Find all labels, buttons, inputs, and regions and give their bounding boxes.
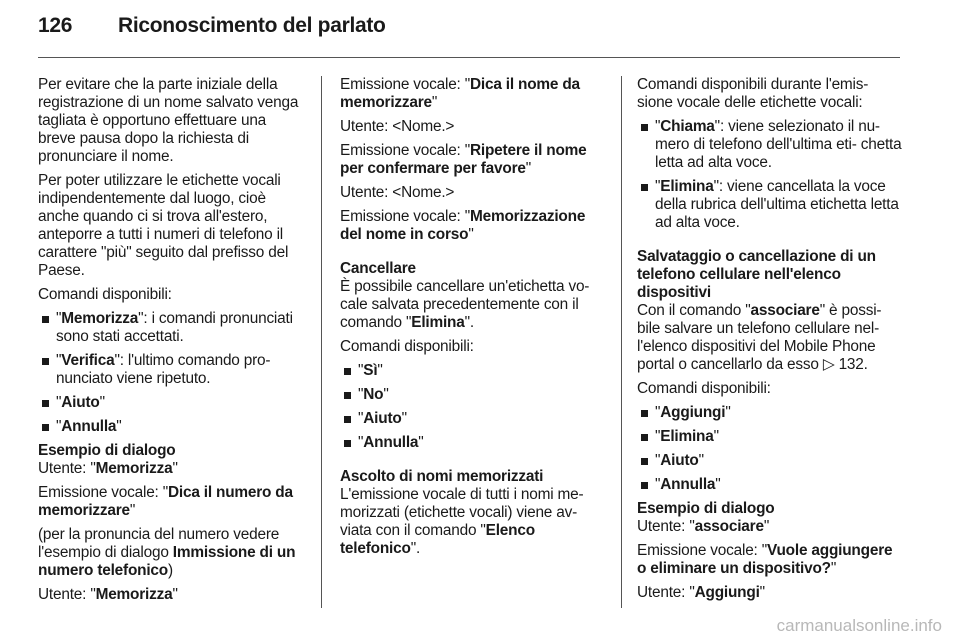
list-item: "Aiuto" <box>340 410 608 428</box>
dialog-command: Memorizza <box>95 460 173 477</box>
inline-command: associare <box>750 302 820 319</box>
list-item: "Aiuto" <box>637 452 905 470</box>
command-name: Annulla <box>660 476 716 493</box>
cancel-paragraph: È possibile cancellare un'etichetta vo- cale salvata precedentemente con il comando "Elimina". <box>340 278 590 331</box>
section-heading: Salvataggio o cancellazione di un telefono cellulare nell'elenco dispositivi <box>637 248 876 301</box>
command-description: : i comandi pronunciati sono stati accettati. <box>56 310 293 345</box>
section-heading: Esempio di dialogo <box>637 500 775 517</box>
dialog-command: Ripetere il nome per confermare per favore <box>340 142 587 177</box>
dialog-line: Utente: <Nome.> <box>340 184 455 201</box>
dialog-command: Memorizza <box>95 586 173 603</box>
save-paragraph: Con il comando "associare" è possi- bile salvare un telefono cellulare nel- l'elenco dispositivi del Mobile Phone portal o cancellarlo da esso ▷ 132. <box>637 302 882 373</box>
list-item: "Elimina": viene cancellata la voce della rubrica dell'ultima etichetta letta ad alta voce. <box>637 178 905 232</box>
dialog-speaker: Emissione vocale: <box>340 76 465 93</box>
watermark: carmanualsonline.info <box>776 616 942 635</box>
command-name: Elimina <box>660 178 714 195</box>
commands-list <box>38 310 306 436</box>
intro-paragraph: Per evitare che la parte iniziale della registrazione di un nome salvato venga tagliata è opportuno effettuare una breve pausa dopo la richiesta di pronunciare il nome. <box>38 76 299 165</box>
section-heading: Esempio di dialogo <box>38 442 176 459</box>
dialog-speaker: Utente: <box>38 460 91 477</box>
list-item: "Annulla" <box>340 434 608 452</box>
command-name: Aiuto <box>61 394 100 411</box>
page-ref-icon: ▷ <box>822 356 835 373</box>
intro-paragraph: Comandi disponibili durante l'emis- sione vocale delle etichette vocali: <box>637 76 869 111</box>
dialog-command: associare <box>694 518 764 535</box>
list-item: "Memorizza": i comandi pronunciati sono stati accettati. <box>38 310 306 346</box>
dialog-speaker: Utente: <box>38 586 91 603</box>
dialog-speaker: Emissione vocale: <box>38 484 163 501</box>
dialog-speaker: Emissione vocale: <box>637 542 762 559</box>
dialog-line: Utente: "associare" <box>637 518 770 535</box>
command-description: : viene cancellata la voce della rubrica dell'ultima etichetta letta ad alta voce. <box>655 178 899 231</box>
dialog-line: Utente: <Nome.> <box>340 118 455 135</box>
chapter-title: Riconoscimento del parlato <box>118 14 386 37</box>
header-rule <box>38 57 900 58</box>
dialog-line: Utente: "Memorizza" <box>38 586 178 603</box>
page-reference: 132. <box>838 356 868 373</box>
command-name: No <box>363 386 384 403</box>
list-item: "Elimina" <box>637 428 905 446</box>
inline-command: Elimina <box>411 314 465 331</box>
dialog-line: Emissione vocale: "Vuole aggiungere o eliminare un dispositivo?" <box>637 542 893 577</box>
commands-list <box>637 118 905 232</box>
command-description: : viene selezionato il nu- mero di telefono dell'ultima eti- chetta letta ad alta voce. <box>655 118 902 171</box>
list-item: "Verifica": l'ultimo comando pro- nunciato viene ripetuto. <box>38 352 306 388</box>
dialog-line: Utente: "Memorizza" <box>38 460 178 477</box>
dialog-command: Dica il numero da memorizzare <box>38 484 293 519</box>
dialog-command: Dica il nome da memorizzare <box>340 76 580 111</box>
dialog-line: Utente: "Aggiungi" <box>637 584 765 601</box>
page-number: 126 <box>38 14 73 37</box>
international-paragraph: Per poter utilizzare le etichette vocali indipendentemente dal luogo, cioè anche quando ci si trova all'estero, anteporre a tutti i numeri di telefono il carattere "più" seguito dal prefisso del Paese. <box>38 172 289 279</box>
command-name: Chiama <box>660 118 715 135</box>
dialog-line: Emissione vocale: "Memorizzazione del nome in corso" <box>340 208 586 243</box>
dialog-command: Vuole aggiungere o eliminare un dispositivo? <box>637 542 893 577</box>
commands-list <box>340 362 608 452</box>
list-item: "Aiuto" <box>38 394 306 412</box>
command-name: Verifica <box>61 352 115 369</box>
dialog-note: (per la pronuncia del numero vedere l'esempio di dialogo <box>38 526 280 561</box>
command-name: Aggiungi <box>660 404 726 421</box>
dialog-speaker: Utente: <box>637 584 690 601</box>
list-item: "Annulla" <box>637 476 905 494</box>
body-text: L'emissione vocale di tutti i nomi me- morizzati (etichette vocali) viene av- viata con il comando <box>340 486 584 539</box>
listen-paragraph: L'emissione vocale di tutti i nomi me- morizzati (etichette vocali) viene av- viata con il comando "Elenco telefonico". <box>340 486 584 557</box>
body-text: è possi- bile salvare un telefono cellulare nel- l'elenco dispositivi del Mobile Phone portal o cancellarlo da esso <box>637 302 882 373</box>
dialog-speaker: Emissione vocale: <box>340 208 465 225</box>
dialog-reference: Immissione di un numero telefonico <box>38 544 296 579</box>
dialog-line: Emissione vocale: "Dica il nome da memorizzare" <box>340 76 580 111</box>
command-description: : l'ultimo comando pro- nunciato viene ripetuto. <box>56 352 271 387</box>
column-2 <box>340 76 608 564</box>
column-divider-2 <box>621 76 622 608</box>
dialog-speaker: Utente: <box>637 518 690 535</box>
column-1 <box>38 76 306 610</box>
dialog-speaker: Emissione vocale: <box>340 142 465 159</box>
dialog-command: Aggiungi <box>694 584 760 601</box>
command-name: Elimina <box>660 428 714 445</box>
list-item: "Aggiungi" <box>637 404 905 422</box>
commands-label: Comandi disponibili: <box>38 286 172 303</box>
commands-label: Comandi disponibili: <box>637 380 771 397</box>
dialog-line: Emissione vocale: "Ripetere il nome per confermare per favore" <box>340 142 587 177</box>
command-name: Sì <box>363 362 378 379</box>
section-heading: Cancellare <box>340 260 416 277</box>
dialog-command: Memorizzazione del nome in corso <box>340 208 586 243</box>
page-header <box>38 14 386 44</box>
dialog-line: Emissione vocale: "Dica il numero da memorizzare" <box>38 484 293 519</box>
body-text: . <box>469 314 474 331</box>
dialog-note-end: ) <box>168 562 173 579</box>
column-3 <box>637 76 905 608</box>
command-name: Aiuto <box>660 452 699 469</box>
dialog-line <box>38 526 306 580</box>
column-divider-1 <box>321 76 322 608</box>
body-text: Con il comando <box>637 302 746 319</box>
list-item: "Annulla" <box>38 418 306 436</box>
body-text: . <box>415 540 421 557</box>
commands-list <box>637 404 905 494</box>
command-name: Annulla <box>61 418 117 435</box>
list-item: "Chiama": viene selezionato il nu- mero di telefono dell'ultima eti- chetta letta ad alta voce. <box>637 118 905 172</box>
command-name: Annulla <box>363 434 419 451</box>
command-name: Memorizza <box>61 310 139 327</box>
body-text: È possibile cancellare un'etichetta vo- cale salvata precedentemente con il comando <box>340 278 590 331</box>
command-name: Aiuto <box>363 410 402 427</box>
list-item: "No" <box>340 386 608 404</box>
list-item: "Sì" <box>340 362 608 380</box>
commands-label: Comandi disponibili: <box>340 338 474 355</box>
section-heading: Ascolto di nomi memorizzati <box>340 468 544 485</box>
inline-command: Elenco telefonico <box>340 522 535 557</box>
